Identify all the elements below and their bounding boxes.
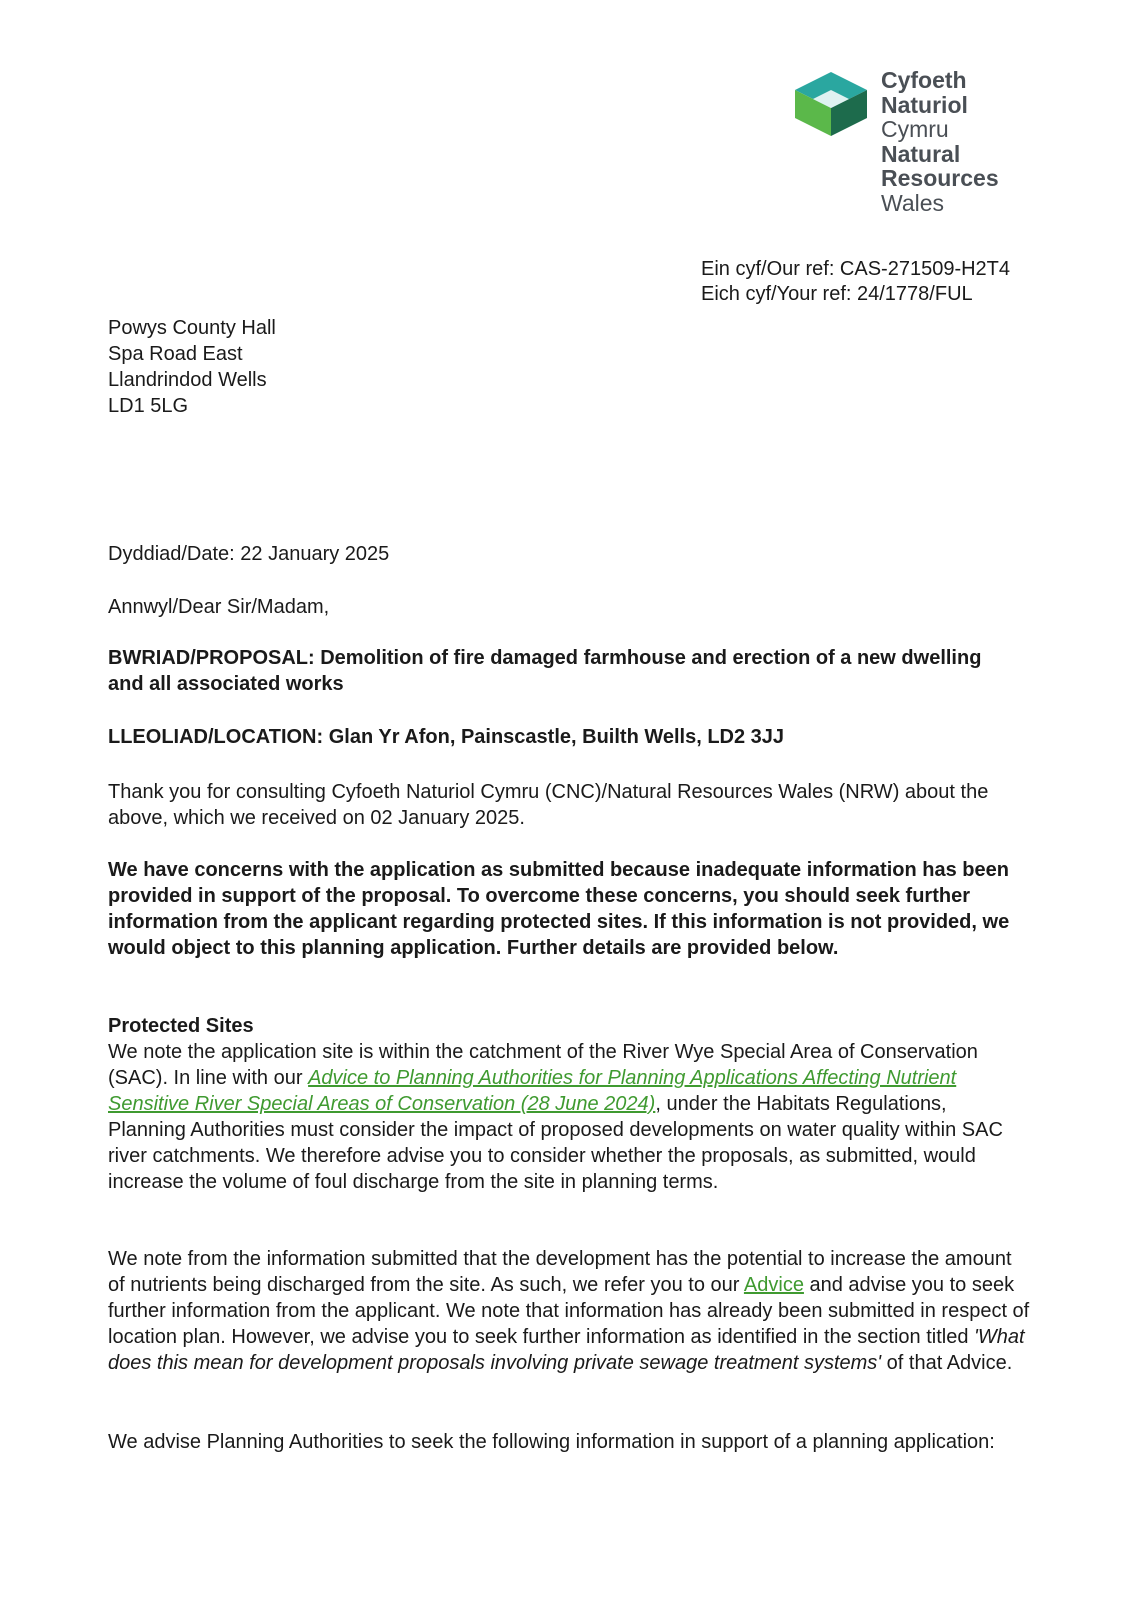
thanks-paragraph: Thank you for consulting Cyfoeth Naturiol Cymru (CNC)/Natural Resources Wales (NRW) about the above, which we received on 02 January 2025.: [108, 781, 989, 829]
nrw-logo-text: [881, 68, 999, 215]
logo-line-natural: Natural: [881, 140, 961, 167]
logo-line-cymru: Cymru: [881, 116, 949, 142]
protected-sites-p1-text-b: , under the Habitats Regulations, Planning Authorities must consider the impact of proposed developments on water quality within SAC river catchments. We therefore advise you to consider whether the proposals, as submitted, would increase the volume of foul discharge from the site in planning terms.: [108, 1093, 1003, 1193]
protected-sites-p2-text-c: of that Advice.: [881, 1352, 1013, 1374]
address-line-1: Powys County Hall: [108, 317, 276, 339]
letter-date: Dyddiad/Date: 22 January 2025: [108, 543, 390, 565]
address-line-3: Llandrindod Wells: [108, 369, 267, 391]
logo-line-resources: Resources: [881, 165, 999, 191]
protected-sites-paragraph-2: [108, 1246, 1033, 1376]
salutation: Annwyl/Dear Sir/Madam,: [108, 596, 330, 618]
logo-line-naturiol: Naturiol: [881, 91, 968, 118]
recipient-address: [108, 315, 276, 419]
address-line-2: Spa Road East: [108, 343, 243, 365]
proposal-heading: BWRIAD/PROPOSAL: Demolition of fire damaged farmhouse and erection of a new dwelling and all associated works: [108, 647, 982, 695]
protected-sites-heading: Protected Sites: [108, 1015, 254, 1037]
protected-sites-paragraph-3: We advise Planning Authorities to seek the following information in support of a planning application:: [108, 1431, 995, 1453]
protected-sites-p2-text-a: We note from the information submitted that the development has the potential to increase the amount of nutrients being discharged from the site. As such, we refer you to our: [108, 1248, 1012, 1296]
protected-sites-paragraph-1: [108, 1039, 1028, 1195]
location-heading: LLEOLIAD/LOCATION: Glan Yr Afon, Painscastle, Builth Wells, LD2 3JJ: [108, 726, 785, 748]
section-title-quote: 'What does this mean for development proposals involving private sewage treatment systems': [108, 1326, 1025, 1374]
address-line-4: LD1 5LG: [108, 395, 189, 417]
nrw-logo: [793, 68, 1023, 218]
reference-block: [701, 257, 1010, 307]
protected-sites-p2-text-b: and advise you to seek further information from the applicant. We note that information has already been submitted in respect of location plan. However, we advise you to seek further information as identified in the section titled: [108, 1274, 1030, 1348]
logo-line-cyfoeth: Cyfoeth: [881, 67, 967, 93]
advice-document-link[interactable]: Advice to Planning Authorities for Planning Applications Affecting Nutrient Sensitive River Special Areas of Conservation (28 June 2024): [108, 1067, 957, 1115]
protected-sites-p1-text-a: We note the application site is within the catchment of the River Wye Special Area of Conservation (SAC). In line with our: [108, 1041, 978, 1089]
advice-link[interactable]: Advice: [743, 1274, 804, 1296]
your-ref: Eich cyf/Your ref: 24/1778/FUL: [701, 283, 973, 305]
logo-line-wales: Wales: [881, 189, 945, 216]
our-ref: Ein cyf/Our ref: CAS-271509-H2T4: [701, 258, 1011, 280]
concerns-paragraph: We have concerns with the application as submitted because inadequate information has been provided in support of the proposal. To overcome these concerns, you should seek further information from the applicant regarding protected sites. If this information is not provided, we would object to this planning application. Further details are provided below.: [108, 859, 1010, 959]
nrw-logo-mark-icon: [793, 70, 869, 138]
